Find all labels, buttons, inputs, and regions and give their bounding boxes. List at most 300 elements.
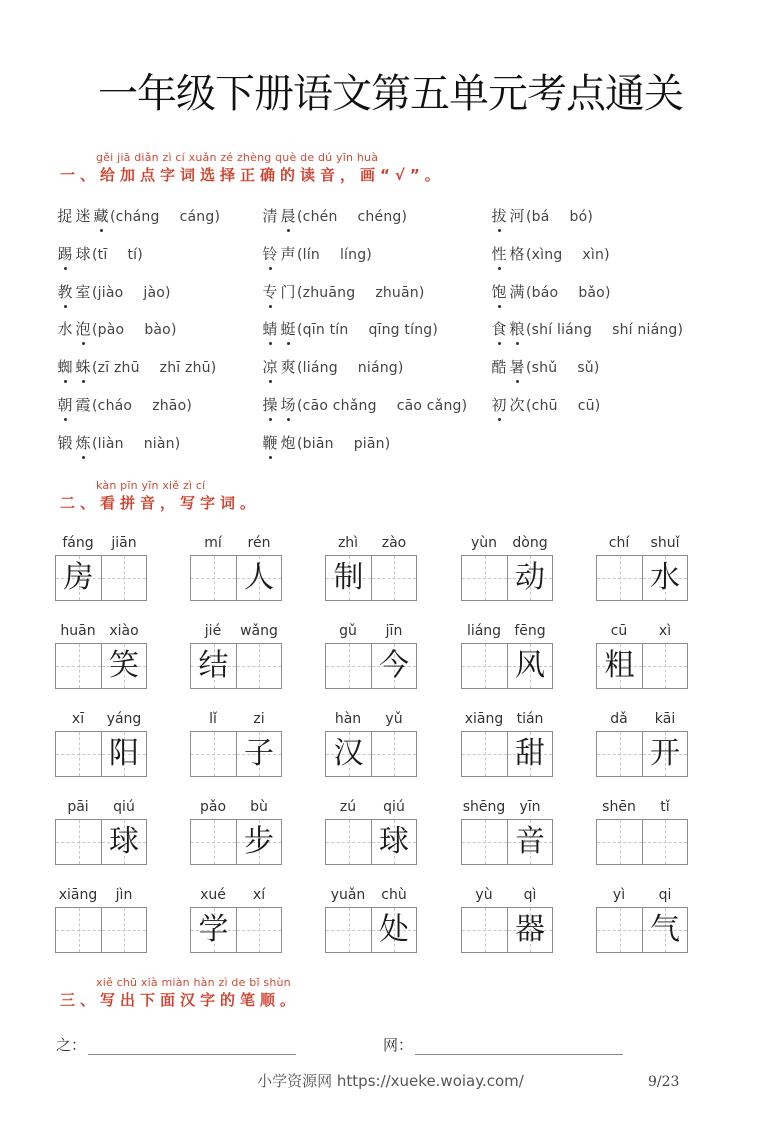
empty-character-cell[interactable] [191,820,236,864]
word-item [490,394,683,432]
empty-character-cell[interactable] [462,732,507,776]
dotted-character: 铃 [262,244,278,263]
cell-character: 结 [198,648,229,683]
tianzige-word-box [596,535,688,601]
pinyin-syllable: xiào [109,623,139,639]
dotted-character: 炼 [75,433,91,452]
option-b[interactable]: bó [569,209,588,225]
empty-character-cell[interactable] [597,820,642,864]
word-item [261,243,467,281]
character: 水 [57,320,73,339]
word-item [56,318,220,356]
pinyin-syllable: shuǐ [650,535,680,551]
empty-character-cell[interactable] [191,732,236,776]
word-item [490,243,683,281]
pronunciation-options: (xìng xìn) [526,246,610,263]
word-item [261,356,467,394]
filled-character-cell [642,908,687,952]
pronunciation-options: (zhuāng zhuān) [297,284,425,301]
stroke-order-item-zhi [56,1034,296,1055]
dotted-character: 性 [491,244,507,263]
pinyin-syllable: qì [523,887,537,903]
dotted-character: 专 [262,282,278,301]
tianzige-word-box [325,799,417,865]
dotted-character: 场 [280,395,296,414]
filled-character-cell [507,644,552,688]
empty-character-cell[interactable] [236,644,281,688]
pinyin-label [461,887,553,907]
empty-character-cell[interactable] [642,820,687,864]
cell-character: 子 [244,736,274,771]
filled-character-cell [56,556,101,600]
option-a[interactable]: cāo chǎng [302,397,377,414]
option-b[interactable]: piān [353,435,385,452]
empty-character-cell[interactable] [326,820,371,864]
pinyin-label [55,711,147,731]
pinyin-syllable: yù [475,887,493,903]
filled-character-cell [371,908,416,952]
word-characters [56,432,92,453]
pinyin-label [190,623,282,643]
empty-character-cell[interactable] [56,820,101,864]
pinyin-syllable: fáng [62,535,94,551]
empty-character-cell[interactable] [101,556,146,600]
word-item [261,394,467,432]
character: 霞 [75,395,91,414]
word-item [490,281,683,319]
pinyin-syllable: fēng [514,623,546,639]
pinyin-syllable: xiāng [464,711,504,727]
pronunciation-options: (chū cū) [526,397,601,414]
pinyin-syllable: yuǎn [330,887,366,903]
character: 清 [262,207,278,225]
cell-character: 粗 [604,648,635,683]
option-a[interactable]: shǔ [531,360,558,377]
cell-character: 音 [515,824,545,859]
empty-character-cell[interactable] [101,908,146,952]
empty-character-cell[interactable] [326,644,371,688]
option-b[interactable]: bào [144,322,171,339]
option-b[interactable]: chéng [357,209,402,225]
cell-character: 甜 [515,736,545,771]
option-a[interactable]: chén [302,209,338,225]
pinyin-label [325,623,417,643]
section1-column-3 [490,205,683,432]
option-b[interactable]: zhāo [152,397,187,414]
pronunciation-options: (tī tí) [92,246,143,263]
option-b[interactable]: tí [127,246,138,263]
pinyin-label [596,623,688,643]
tianzige-word-box [325,623,417,689]
empty-character-cell[interactable] [56,644,101,688]
empty-character-cell[interactable] [236,908,281,952]
pinyin-label [325,799,417,819]
empty-character-cell[interactable] [462,556,507,600]
pinyin-syllable: xí [252,887,266,903]
pinyin-syllable: lǐ [209,711,217,727]
word-item [56,281,220,319]
filled-character-cell [507,732,552,776]
section1-column-2 [261,205,467,470]
section2-title: 二、看拼音，写字词。 [60,494,261,512]
word-characters [56,243,92,264]
pinyin-syllable: yǔ [385,711,403,727]
character: 满 [509,282,525,301]
character: 格 [509,244,525,263]
stroke-order-label: 网： [383,1036,414,1054]
word-item [490,356,683,394]
option-a[interactable]: tī [97,246,108,263]
word-item [261,281,467,319]
option-b[interactable]: bǎo [578,284,605,301]
stroke-order-answer-line[interactable] [88,1037,296,1055]
option-b[interactable]: niàn [143,435,175,452]
pinyin-syllable: jīn [385,623,403,639]
empty-character-cell[interactable] [462,644,507,688]
tianzige-word-box [461,887,553,953]
section1-pinyin: gěi jiā diǎn zì cí xuǎn zé zhèng què de dú yīn huà [96,151,379,164]
empty-character-cell[interactable] [462,908,507,952]
character: 球 [75,244,91,263]
word-characters [490,281,526,302]
pinyin-label [325,711,417,731]
dotted-character: 鞭 [262,433,278,452]
pronunciation-options: (cāo chǎng cāo cǎng) [297,397,468,414]
pinyin-syllable: qi [658,887,672,903]
pronunciation-options: (jiào jào) [92,284,171,301]
option-a[interactable]: qīn tín [302,322,349,339]
character: 河 [509,207,525,225]
pinyin-syllable: zào [381,535,407,551]
filled-character-cell [236,556,281,600]
pinyin-label [461,799,553,819]
pronunciation-options: (shí liáng shí niáng) [526,322,684,339]
pinyin-syllable: pǎo [199,799,227,815]
pronunciation-options: (shǔ sǔ) [526,360,600,377]
tianzige-word-box [55,623,147,689]
empty-character-cell[interactable] [597,732,642,776]
pinyin-syllable: qiú [113,799,135,815]
dotted-character: 饱 [491,282,507,301]
cell-character: 处 [379,912,409,947]
word-item [490,205,683,243]
pinyin-syllable: zhì [337,535,359,551]
pinyin-label [325,535,417,555]
word-characters [490,318,526,339]
option-a[interactable]: liáng [302,360,338,377]
tianzige-word-box [190,535,282,601]
pronunciation-options: (qīn tín qīng tíng) [297,322,439,339]
section1-column-1 [56,205,220,470]
option-a[interactable]: zhuāng [302,284,356,301]
cell-character: 球 [109,824,139,859]
cell-character: 学 [198,912,229,947]
cell-character: 风 [515,648,545,683]
option-a[interactable]: liàn [97,435,124,452]
pinyin-syllable: shēng [462,799,506,815]
empty-character-cell[interactable] [462,820,507,864]
word-item [490,318,683,356]
empty-character-cell[interactable] [326,908,371,952]
pinyin-syllable: yùn [470,535,498,551]
pronunciation-options: (liáng niáng) [297,360,404,377]
cell-character: 器 [515,912,545,947]
empty-character-cell[interactable] [56,908,101,952]
pinyin-label [190,711,282,731]
word-item [56,356,220,394]
cell-character: 动 [515,560,545,595]
pinyin-label [461,711,553,731]
option-b[interactable]: zhī zhū [159,360,211,377]
option-b[interactable]: líng [339,246,367,263]
cell-character: 汉 [333,736,364,771]
word-item [56,432,220,470]
pinyin-syllable: jìn [115,887,133,903]
dotted-character: 粮 [509,320,525,339]
pinyin-label [596,887,688,907]
pinyin-syllable: zi [253,711,265,727]
pinyin-syllable: shēn [602,799,636,815]
option-a[interactable]: bá [531,209,550,225]
pinyin-label [190,887,282,907]
dotted-character: 泡 [75,320,91,339]
word-characters [490,243,526,264]
cell-character: 水 [650,560,680,595]
dotted-character: 蜓 [280,320,296,339]
dotted-character: 操 [262,395,278,414]
filled-character-cell [507,908,552,952]
option-b[interactable]: sǔ [577,360,594,377]
character: 炮 [280,433,296,452]
section3-pinyin: xiě chū xià miàn hàn zì de bǐ shùn [96,976,291,989]
pinyin-syllable: chí [608,535,630,551]
tianzige-word-box [461,711,553,777]
dotted-character: 朝 [57,395,73,414]
option-a[interactable]: pào [97,322,125,339]
word-characters [490,205,526,226]
stroke-order-item-wang [383,1034,623,1055]
pinyin-syllable: tǐ [660,799,670,815]
pinyin-syllable: pāi [67,799,89,815]
option-a[interactable]: jiào [97,284,124,301]
word-characters [261,356,297,377]
word-characters [261,394,297,415]
section2-pinyin: kàn pīn yīn xiě zì cí [96,479,206,492]
pronunciation-options: (cháng cáng) [110,209,221,225]
section3-heading [60,975,300,1010]
pinyin-syllable: rén [247,535,271,551]
pinyin-syllable: wǎng [240,623,278,639]
character: 酷 [491,358,507,377]
dotted-character: 藏 [93,207,109,225]
dotted-character: 食 [491,320,507,339]
filled-character-cell [236,820,281,864]
empty-character-cell[interactable] [56,732,101,776]
option-b[interactable]: xìn [582,246,605,263]
character: 室 [75,282,91,301]
section1-heading [60,150,445,185]
cell-character: 房 [63,560,94,595]
worksheet-title: 一年级下册语文第五单元考点通关 [98,71,683,117]
filled-character-cell [101,644,146,688]
empty-character-cell[interactable] [371,556,416,600]
section2-heading [60,478,260,513]
pinyin-syllable: liáng [466,623,502,639]
word-characters [261,281,297,302]
option-a[interactable]: chū [531,397,558,414]
pinyin-syllable: zú [339,799,357,815]
section3-title: 三、写出下面汉字的笔顺。 [60,991,301,1009]
cell-character: 人 [244,560,274,595]
tianzige-word-box [325,711,417,777]
pinyin-syllable: yīn [519,799,541,815]
empty-character-cell[interactable] [371,732,416,776]
tianzige-word-box [190,887,282,953]
pinyin-syllable: yì [612,887,626,903]
dotted-character: 晨 [280,207,296,225]
tianzige-word-box [55,799,147,865]
pinyin-label [55,535,147,555]
pinyin-syllable: huān [60,623,96,639]
cell-character: 笑 [109,648,139,683]
pinyin-syllable: gǔ [339,623,357,639]
tianzige-word-box [325,887,417,953]
pinyin-label [55,799,147,819]
character: 爽 [280,358,296,377]
pinyin-label [596,535,688,555]
filled-character-cell [371,820,416,864]
pinyin-syllable: jiān [111,535,137,551]
pinyin-label [461,535,553,555]
pinyin-label [596,799,688,819]
empty-character-cell[interactable] [597,556,642,600]
cell-character: 步 [244,824,274,859]
pinyin-syllable: chù [381,887,407,903]
filled-character-cell [101,820,146,864]
word-characters [56,394,92,415]
empty-character-cell[interactable] [597,908,642,952]
option-b[interactable]: shí niáng [612,322,678,339]
stroke-order-label: 之： [56,1036,87,1054]
option-a[interactable]: xìng [531,246,563,263]
option-b[interactable]: jào [143,284,166,301]
option-a[interactable]: biān [302,435,334,452]
option-b[interactable]: cū [577,397,595,414]
filled-character-cell [597,644,642,688]
word-characters [56,281,92,302]
word-characters [56,318,92,339]
tianzige-word-box [55,535,147,601]
character: 锻 [57,433,73,452]
filled-character-cell [236,732,281,776]
option-b[interactable]: zhuān [375,284,419,301]
pinyin-syllable: cū [610,623,628,639]
section1-title: 一、给加点字词选择正确的读音，画“√”。 [60,166,445,184]
word-characters [261,205,297,226]
filled-character-cell [191,908,236,952]
pronunciation-options: (chén chéng) [297,209,408,225]
pinyin-syllable: yáng [106,711,142,727]
tianzige-word-box [190,711,282,777]
tianzige-word-box [461,623,553,689]
pronunciation-options: (lín líng) [297,246,372,263]
stroke-order-answer-line[interactable] [415,1037,623,1055]
tianzige-word-box [596,711,688,777]
word-characters [261,432,297,453]
option-b[interactable]: niáng [357,360,398,377]
empty-character-cell[interactable] [191,556,236,600]
option-a[interactable]: shí liáng [531,322,593,339]
pinyin-syllable: hàn [334,711,362,727]
pinyin-syllable: dǎ [610,711,628,727]
pinyin-syllable: xì [658,623,672,639]
pinyin-syllable: xiāng [58,887,98,903]
pinyin-syllable: mí [204,535,222,551]
option-b[interactable]: cáng [179,209,215,225]
word-item [56,205,220,243]
cell-character: 今 [379,648,409,683]
cell-character: 制 [333,560,364,595]
dotted-character: 蜘 [57,358,73,377]
word-item [56,394,220,432]
dotted-character: 凉 [262,358,278,377]
filled-character-cell [642,732,687,776]
tianzige-word-box [596,623,688,689]
word-characters [490,394,526,415]
filled-character-cell [101,732,146,776]
word-characters [261,318,297,339]
pinyin-syllable: dòng [512,535,548,551]
tianzige-word-box [596,887,688,953]
option-a[interactable]: cháng [115,209,160,225]
option-a[interactable]: cháo [97,397,133,414]
option-a[interactable]: lín [302,246,320,263]
cell-character: 阳 [109,736,139,771]
pronunciation-options: (bá bó) [526,209,594,225]
option-a[interactable]: zī zhū [97,360,140,377]
character: 捉 [57,207,73,225]
dotted-character: 踢 [57,244,73,263]
option-b[interactable]: qīng tíng [368,322,433,339]
pronunciation-options: (pào bào) [92,322,177,339]
option-a[interactable]: báo [531,284,559,301]
word-item [56,243,220,281]
option-b[interactable]: cāo cǎng [396,397,462,414]
pronunciation-options: (biān piān) [297,435,391,452]
dotted-character: 蜻 [262,320,278,339]
tianzige-word-box [461,535,553,601]
dotted-character: 拔 [491,207,507,225]
pinyin-label [190,799,282,819]
pinyin-syllable: bù [250,799,268,815]
dotted-character: 教 [57,282,73,301]
page-number: 9/23 [648,1074,680,1090]
pinyin-label [325,887,417,907]
empty-character-cell[interactable] [642,644,687,688]
tianzige-word-box [325,535,417,601]
dotted-character: 初 [491,395,507,414]
tianzige-word-box [596,799,688,865]
pronunciation-options: (liàn niàn) [92,435,181,452]
filled-character-cell [371,644,416,688]
cell-character: 开 [650,736,680,771]
character: 门 [280,282,296,301]
word-characters [56,205,110,226]
tianzige-word-box [55,711,147,777]
character: 次 [509,395,525,414]
filled-character-cell [642,556,687,600]
cell-character: 球 [379,824,409,859]
